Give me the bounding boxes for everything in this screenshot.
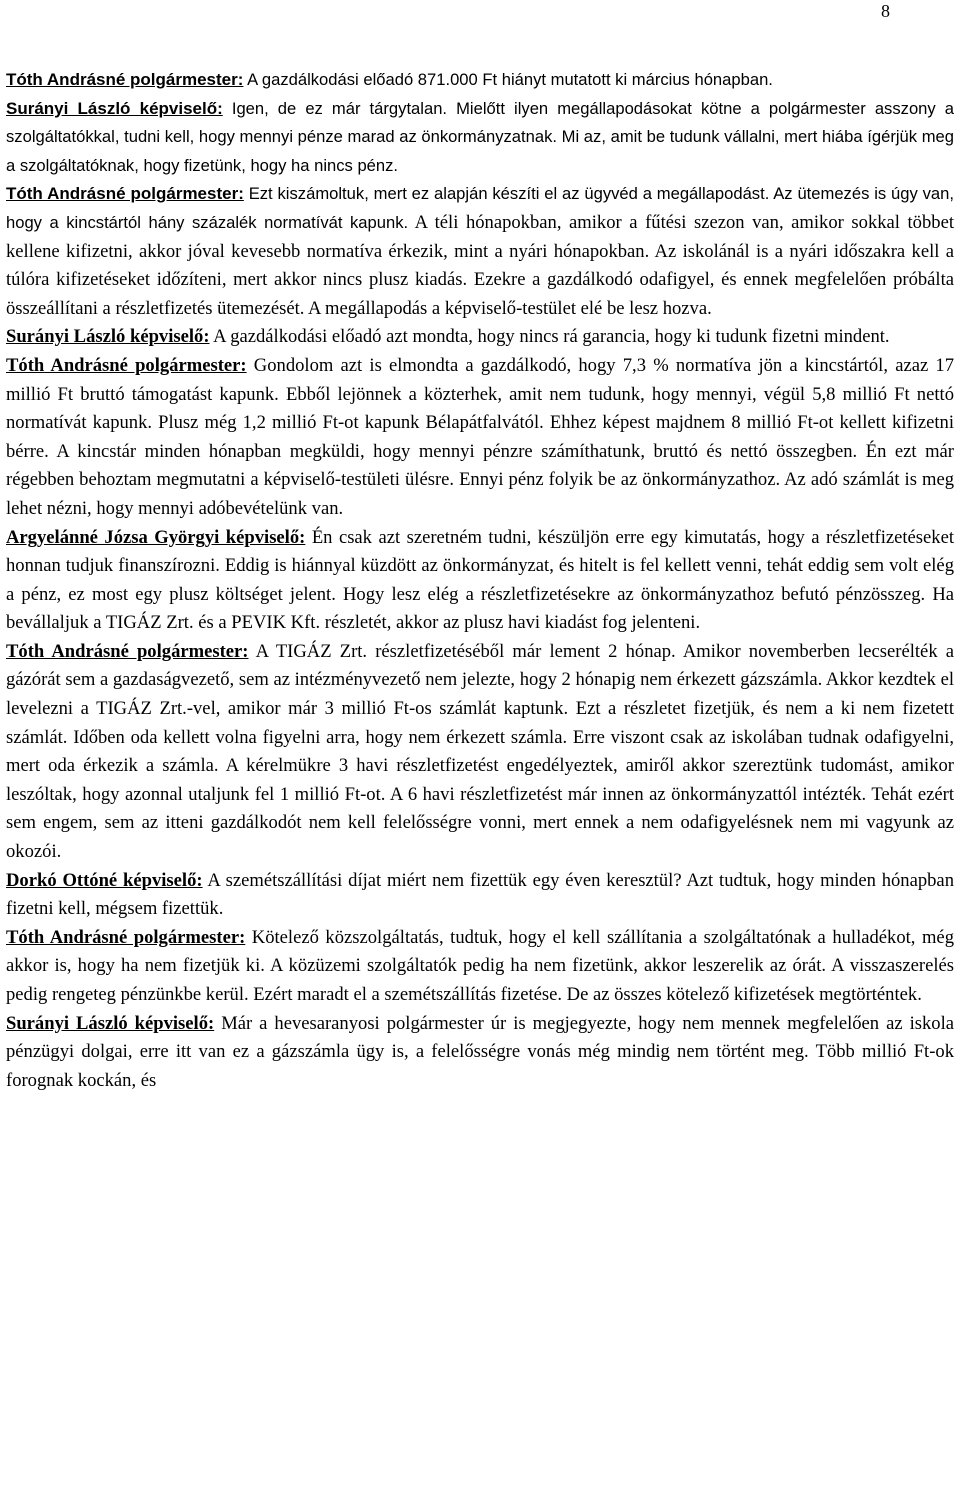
- speaker-name: Surányi László képviselő:: [6, 326, 210, 348]
- statement-text: A szemétszállítási díjat miért nem fizettük egy éven keresztül? Azt tudtuk, hogy minden hónapban fizetni kell, mégsem fizettük.: [6, 869, 954, 920]
- statement-text: A TIGÁZ Zrt. részletfizetéséből már lement 2 hónap. Amikor novemberben lecserélték a gázórát sem a gazdaságvezető, sem az intézményvezető nem jelezte, hogy 2 hónapig nem érkezett gázszámla. Akkor kezdtek el levelezni a TIGÁZ Zrt.-vel, amikor már 3 millió Ft-os számlát kaptunk. Ezt a részletet fizetjük, és nem a ki nem fizetett számlát. Időben oda kellett volna figyelni arra, hogy nem érkezett számla. Erre viszont csak az iskolában tudnak odafigyelni, mert oda érkezik a számla. A kérelmükre 3 havi részletfizetést engedélyeztek, amiről akkor szereztünk tudomást, amikor leszóltak, hogy azonnal utaljunk fel 1 millió Ft-ot. A 6 havi részletfizetést már innen az önkormányzattól intézték. Tehát ezért sem engem, sem az itteni gazdálkodót nem kell felelősségre vonni, mert ennek a nem odafigyelésnek nem mi vagyunk az okozói.: [6, 640, 955, 863]
- statement-10: [6, 1010, 954, 1096]
- statement-7: [6, 638, 954, 867]
- statement-1: [6, 66, 954, 95]
- statement-3: [6, 180, 954, 323]
- statement-2: [6, 95, 954, 181]
- speaker-name: Tóth Andrásné polgármester:: [6, 354, 247, 376]
- statement-text: Igen, de ez már tárgytalan. Mielőtt ilyen megállapodásokat kötne a polgármester asszony a szolgáltatókkal, tudni kell, hogy mennyi pénze marad az önkormányzatnak. Mi az, amit be tudunk vállalni, mert hiába ígérjük meg a szolgáltatóknak, hogy fizetünk, hogy ha nincs pénz.: [6, 98, 954, 175]
- statement-4: [6, 323, 954, 352]
- speaker-name: Surányi László képviselő:: [6, 1012, 215, 1034]
- statement-9: [6, 924, 954, 1010]
- statement-text: Ezt kiszámoltuk, mert ez alapján készíti el az ügyvéd a megállapodást. Az ütemezés is úgy van, hogy a kincstártól hány százalék normatívát kapunk.: [6, 184, 954, 232]
- statement-text: A gazdálkodási előadó 871.000 Ft hiányt mutatott ki március hónapban.: [243, 70, 773, 89]
- statement-text: Gondolom azt is elmondta a gazdálkodó, hogy 7,3 % normatíva jön a kincstártól, azaz 17 millió Ft bruttó támogatást kapunk. Ebből lejönnek a közterhek, amit nem tudunk, hogy mennyi, végül 5,8 millió Ft nettó normatívát kapunk. Plusz még 1,2 millió Ft-ot kapunk Bélapátfalvától. Ehhez képest majdnem 8 millió Ft-ot kellett kifizetni bérre. A kincstár minden hónapban megküldi, hogy mennyi pénzre számíthatunk, bruttó és nettó összegben. Én ezt már régebben behoztam megmutatni a képviselő-testületi ülésre. Ennyi pénz folyik be az önkormányzathoz. Az adó számlát is meg lehet nézni, hogy mennyi adóbevételünk van.: [6, 354, 954, 519]
- statement-6: [6, 524, 954, 638]
- speaker-name: Surányi László képviselő:: [6, 98, 223, 118]
- speaker-name: Tóth Andrásné polgármester:: [6, 184, 244, 204]
- statement-8: [6, 867, 954, 924]
- statement-text: Már a hevesaranyosi polgármester úr is megjegyezte, hogy nem mennek megfelelően az iskola pénzügyi dolgai, erre itt van ez a gázszámla ügy is, a felelősségre vonás még mindig nem történt meg. Több millió Ft-ok forognak kockán, és: [6, 1012, 954, 1091]
- speaker-name: Tóth Andrásné polgármester:: [6, 926, 246, 948]
- statement-5: [6, 352, 954, 524]
- statement-text: A gazdálkodási előadó azt mondta, hogy nincs rá garancia, hogy ki tudunk fizetni mindent.: [209, 326, 890, 348]
- statement-text: Kötelező közszolgáltatás, tudtuk, hogy el kell szállítania a szolgáltatónak a hulladékot, még akkor is, hogy ha nem fizetjük ki. A közüzemi szolgáltatók pedig ha nem fizetünk, akkor leszerelik az órát. A visszaszerelés pedig rengeteg pénzünkbe kerül. Ezért maradt el a szemétszállítás fizetése. De az összes kötelező kifizetések megtörténtek.: [6, 926, 954, 1005]
- document-body: [6, 66, 954, 1095]
- speaker-name: Dorkó Ottóné képviselő:: [6, 869, 203, 891]
- statement-text: Én csak azt szeretném tudni, készüljön erre egy kimutatás, hogy a részletfizetéseket honnan tudjuk finanszírozni. Eddig is hiánnyal küzdött az önkormányzat, és hitelt is fel kellett venni, tehát eddig sem volt elég a pénz, ez most egy plusz költséget jelent. Hogy lesz elég a részletfizetésekre az önkormányzathoz befutó pénzösszeg. Ha bevállaljuk a TIGÁZ Zrt. és a PEVIK Kft. részletét, akkor az plusz havi kiadást fog jelenteni.: [6, 526, 954, 634]
- statement-text-continued: A téli hónapokban, amikor a fűtési szezon van, amikor sokkal többet kellene kifizetni, akkor jóval kevesebb normatíva érkezik, mint a nyári hónapokban. Az iskolánál is a nyári időszakra kell a túlóra kifizetéseket időzíteni, mert akkor nincs plusz kiadás. Ezekre a gazdálkodó odafigyel, és ennek megfelelően próbálta összeállítani a részletfizetés ütemezését. A megállapodás a képviselő-testület elé be lesz hozva.: [6, 211, 954, 319]
- speaker-name: Tóth Andrásné polgármester:: [6, 640, 249, 662]
- speaker-name: Argyelánné Józsa Györgyi képviselő:: [6, 526, 306, 548]
- page-number: 8: [881, 1, 890, 21]
- speaker-name: Tóth Andrásné polgármester:: [6, 70, 244, 89]
